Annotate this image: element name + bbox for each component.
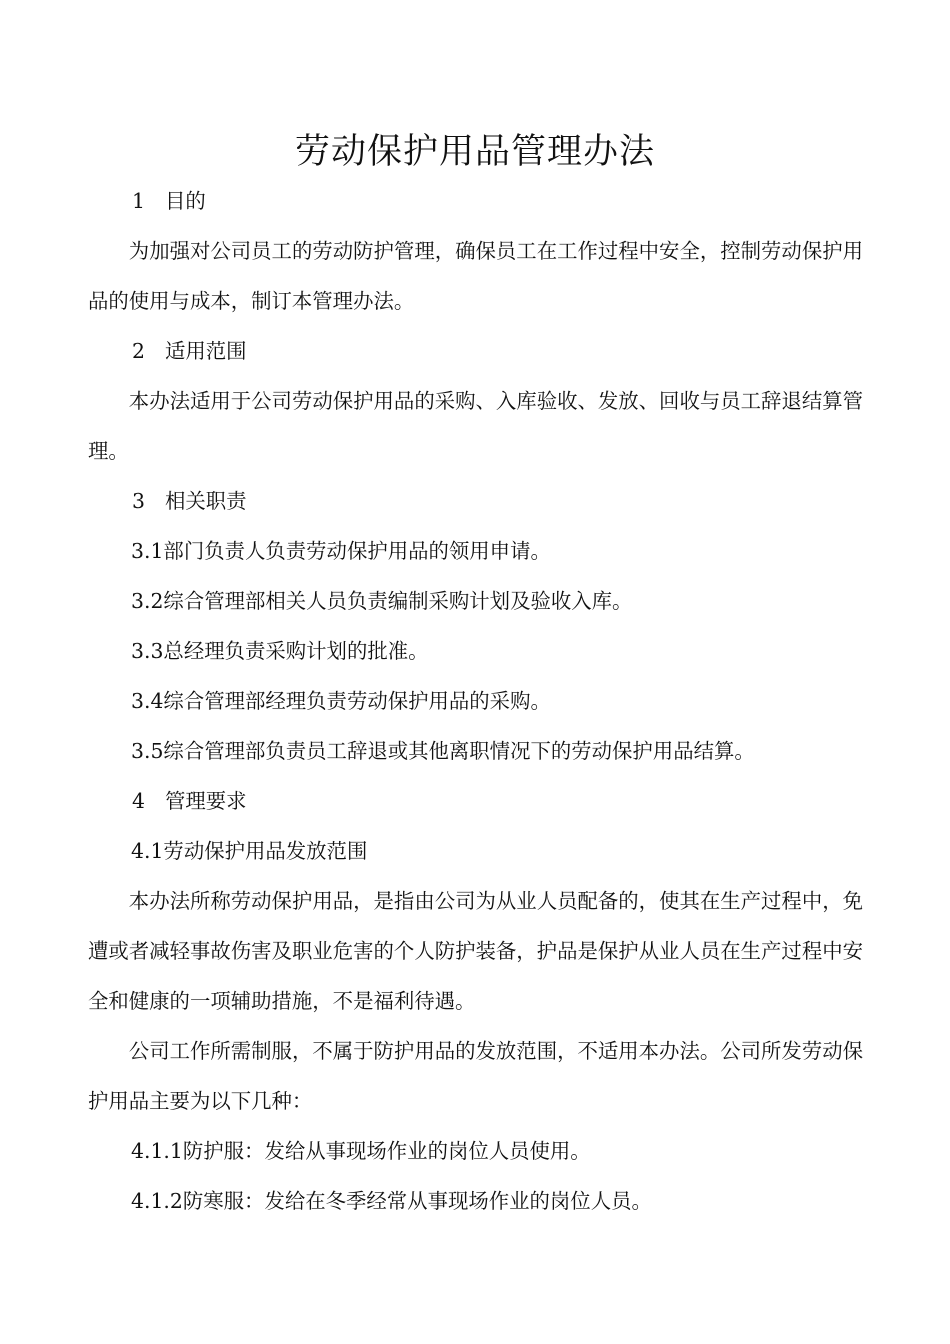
list-item: 4.1.1防护服：发给从事现场作业的岗位人员使用。 [131,1139,591,1163]
document-title: 劳动保护用品管理办法 [294,132,655,172]
paragraph-scope: 本办法适用于公司劳动保护用品的采购、入库验收、发放、回收与员工辞退结算管理。 [88,389,863,463]
paragraph-definition: 本办法所称劳动保护用品，是指由公司为从业人员配备的，使其在生产过程中，免遭或者减轻事故伤害及职业危害的个人防护装备，护品是保护从业人员在生产过程中安全和健康的一项辅助措施，不是福利待遇。 [88,889,863,1013]
paragraph-purpose: 为加强对公司员工的劳动防护管理，确保员工在工作过程中安全，控制劳动保护用品的使用与成本，制订本管理办法。 [88,239,863,313]
section-title: 适用范围 [165,339,247,363]
list-item: 3.2综合管理部相关人员负责编制采购计划及验收入库。 [131,589,633,613]
section-number: 1 [132,189,145,213]
section-number: 4 [132,789,145,813]
section-number: 2 [132,339,145,363]
list-item: 3.1部门负责人负责劳动保护用品的领用申请。 [131,539,551,563]
section-number: 3 [132,489,145,513]
section-heading-purpose [88,176,863,226]
list-item: 3.5综合管理部负责员工辞退或其他离职情况下的劳动保护用品结算。 [131,739,755,763]
paragraph-uniforms: 公司工作所需制服，不属于防护用品的发放范围，不适用本办法。公司所发劳动保护用品主要为以下几种： [88,1039,863,1113]
list-item: 4.1.2防寒服：发给在冬季经常从事现场作业的岗位人员。 [131,1189,652,1213]
section-title: 相关职责 [165,489,247,513]
subsection-heading: 4.1劳动保护用品发放范围 [131,839,368,863]
section-heading-scope [88,326,863,376]
list-item: 3.3总经理负责采购计划的批准。 [131,639,429,663]
section-heading-responsibilities [88,476,863,526]
section-heading-requirements [88,776,863,826]
section-title: 目的 [165,189,206,213]
document-body [88,176,863,1226]
section-title: 管理要求 [165,789,247,813]
list-item: 3.4综合管理部经理负责劳动保护用品的采购。 [131,689,551,713]
